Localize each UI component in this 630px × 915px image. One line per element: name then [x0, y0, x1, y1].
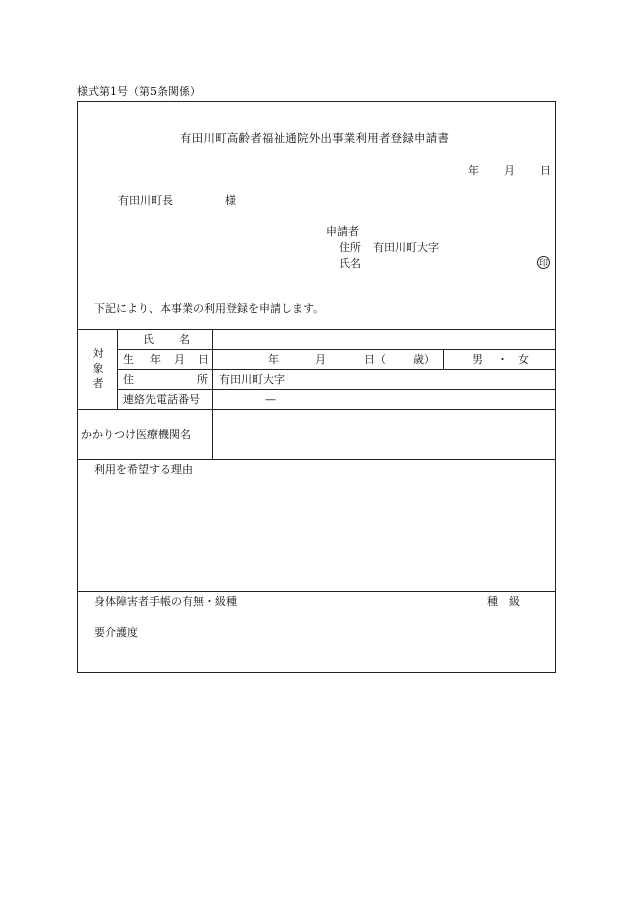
seal-icon: 印: [537, 256, 550, 269]
addressee-honorific: 様: [225, 194, 236, 207]
sex-male[interactable]: 男: [472, 353, 483, 366]
subject-dob-label-1: 生: [123, 353, 134, 366]
subject-name-label-1: 氏: [143, 333, 154, 346]
subject-dob-label-3: 月: [174, 353, 185, 366]
dob-day[interactable]: 日（: [364, 353, 386, 366]
subject-dob-label-4: 日: [198, 353, 209, 366]
row-line-3: [117, 389, 556, 390]
subject-name-label-2: 名: [179, 333, 190, 346]
clinic-field[interactable]: [218, 420, 552, 450]
subject-group-label: 対 象 者: [92, 347, 104, 390]
applicant-address-label: 住所: [339, 241, 361, 254]
disability-grade[interactable]: 級: [509, 595, 520, 608]
form-title: 有田川町高齢者福祉通院外出事業利用者登録申請書: [180, 131, 450, 145]
date-year[interactable]: 年: [468, 164, 479, 177]
col-line-sex: [443, 349, 444, 369]
subject-phone-label: 連絡先電話番号: [123, 393, 200, 406]
applicant-address-value[interactable]: 有田川町大字: [373, 241, 439, 254]
disability-type[interactable]: 種: [487, 595, 498, 608]
addressee-name: 有田川町長: [118, 194, 173, 207]
applicant-name-label: 氏名: [339, 257, 361, 270]
care-level-label: 要介護度: [94, 626, 138, 639]
row-line-6: [77, 591, 556, 592]
form-frame: [77, 101, 556, 673]
col-line-group: [117, 329, 118, 409]
statement-text: 下記により、本事業の利用登録を申請します。: [94, 302, 325, 315]
sex-female[interactable]: 女: [518, 353, 529, 366]
applicant-label: 申請者: [326, 225, 359, 238]
disability-label: 身体障害者手帳の有無・級種: [94, 595, 237, 608]
dob-month[interactable]: 月: [315, 353, 326, 366]
form-number: 様式第1号（第5条関係）: [77, 85, 201, 98]
sex-separator: ・: [497, 353, 508, 366]
row-line-2: [117, 369, 556, 370]
row-line-1: [117, 349, 556, 350]
dob-age[interactable]: 歳）: [413, 353, 435, 366]
subject-address-label-2: 所: [197, 373, 208, 386]
row-line-4: [77, 409, 556, 410]
subject-address-label-1: 住: [123, 373, 134, 386]
subject-dob-label-2: 年: [150, 353, 161, 366]
dob-year[interactable]: 年: [268, 353, 279, 366]
reason-label: 利用を希望する理由: [94, 463, 193, 476]
subject-address-value[interactable]: 有田川町大字: [219, 373, 285, 386]
date-day[interactable]: 日: [540, 164, 551, 177]
clinic-label: かかりつけ医療機関名: [81, 428, 191, 441]
date-month[interactable]: 月: [504, 164, 515, 177]
subject-name-field[interactable]: [218, 334, 552, 346]
table-top-line: [77, 329, 556, 330]
subject-phone-value[interactable]: —: [265, 393, 276, 406]
col-line-label: [212, 329, 213, 459]
reason-field[interactable]: [82, 478, 552, 586]
row-line-5: [77, 459, 556, 460]
